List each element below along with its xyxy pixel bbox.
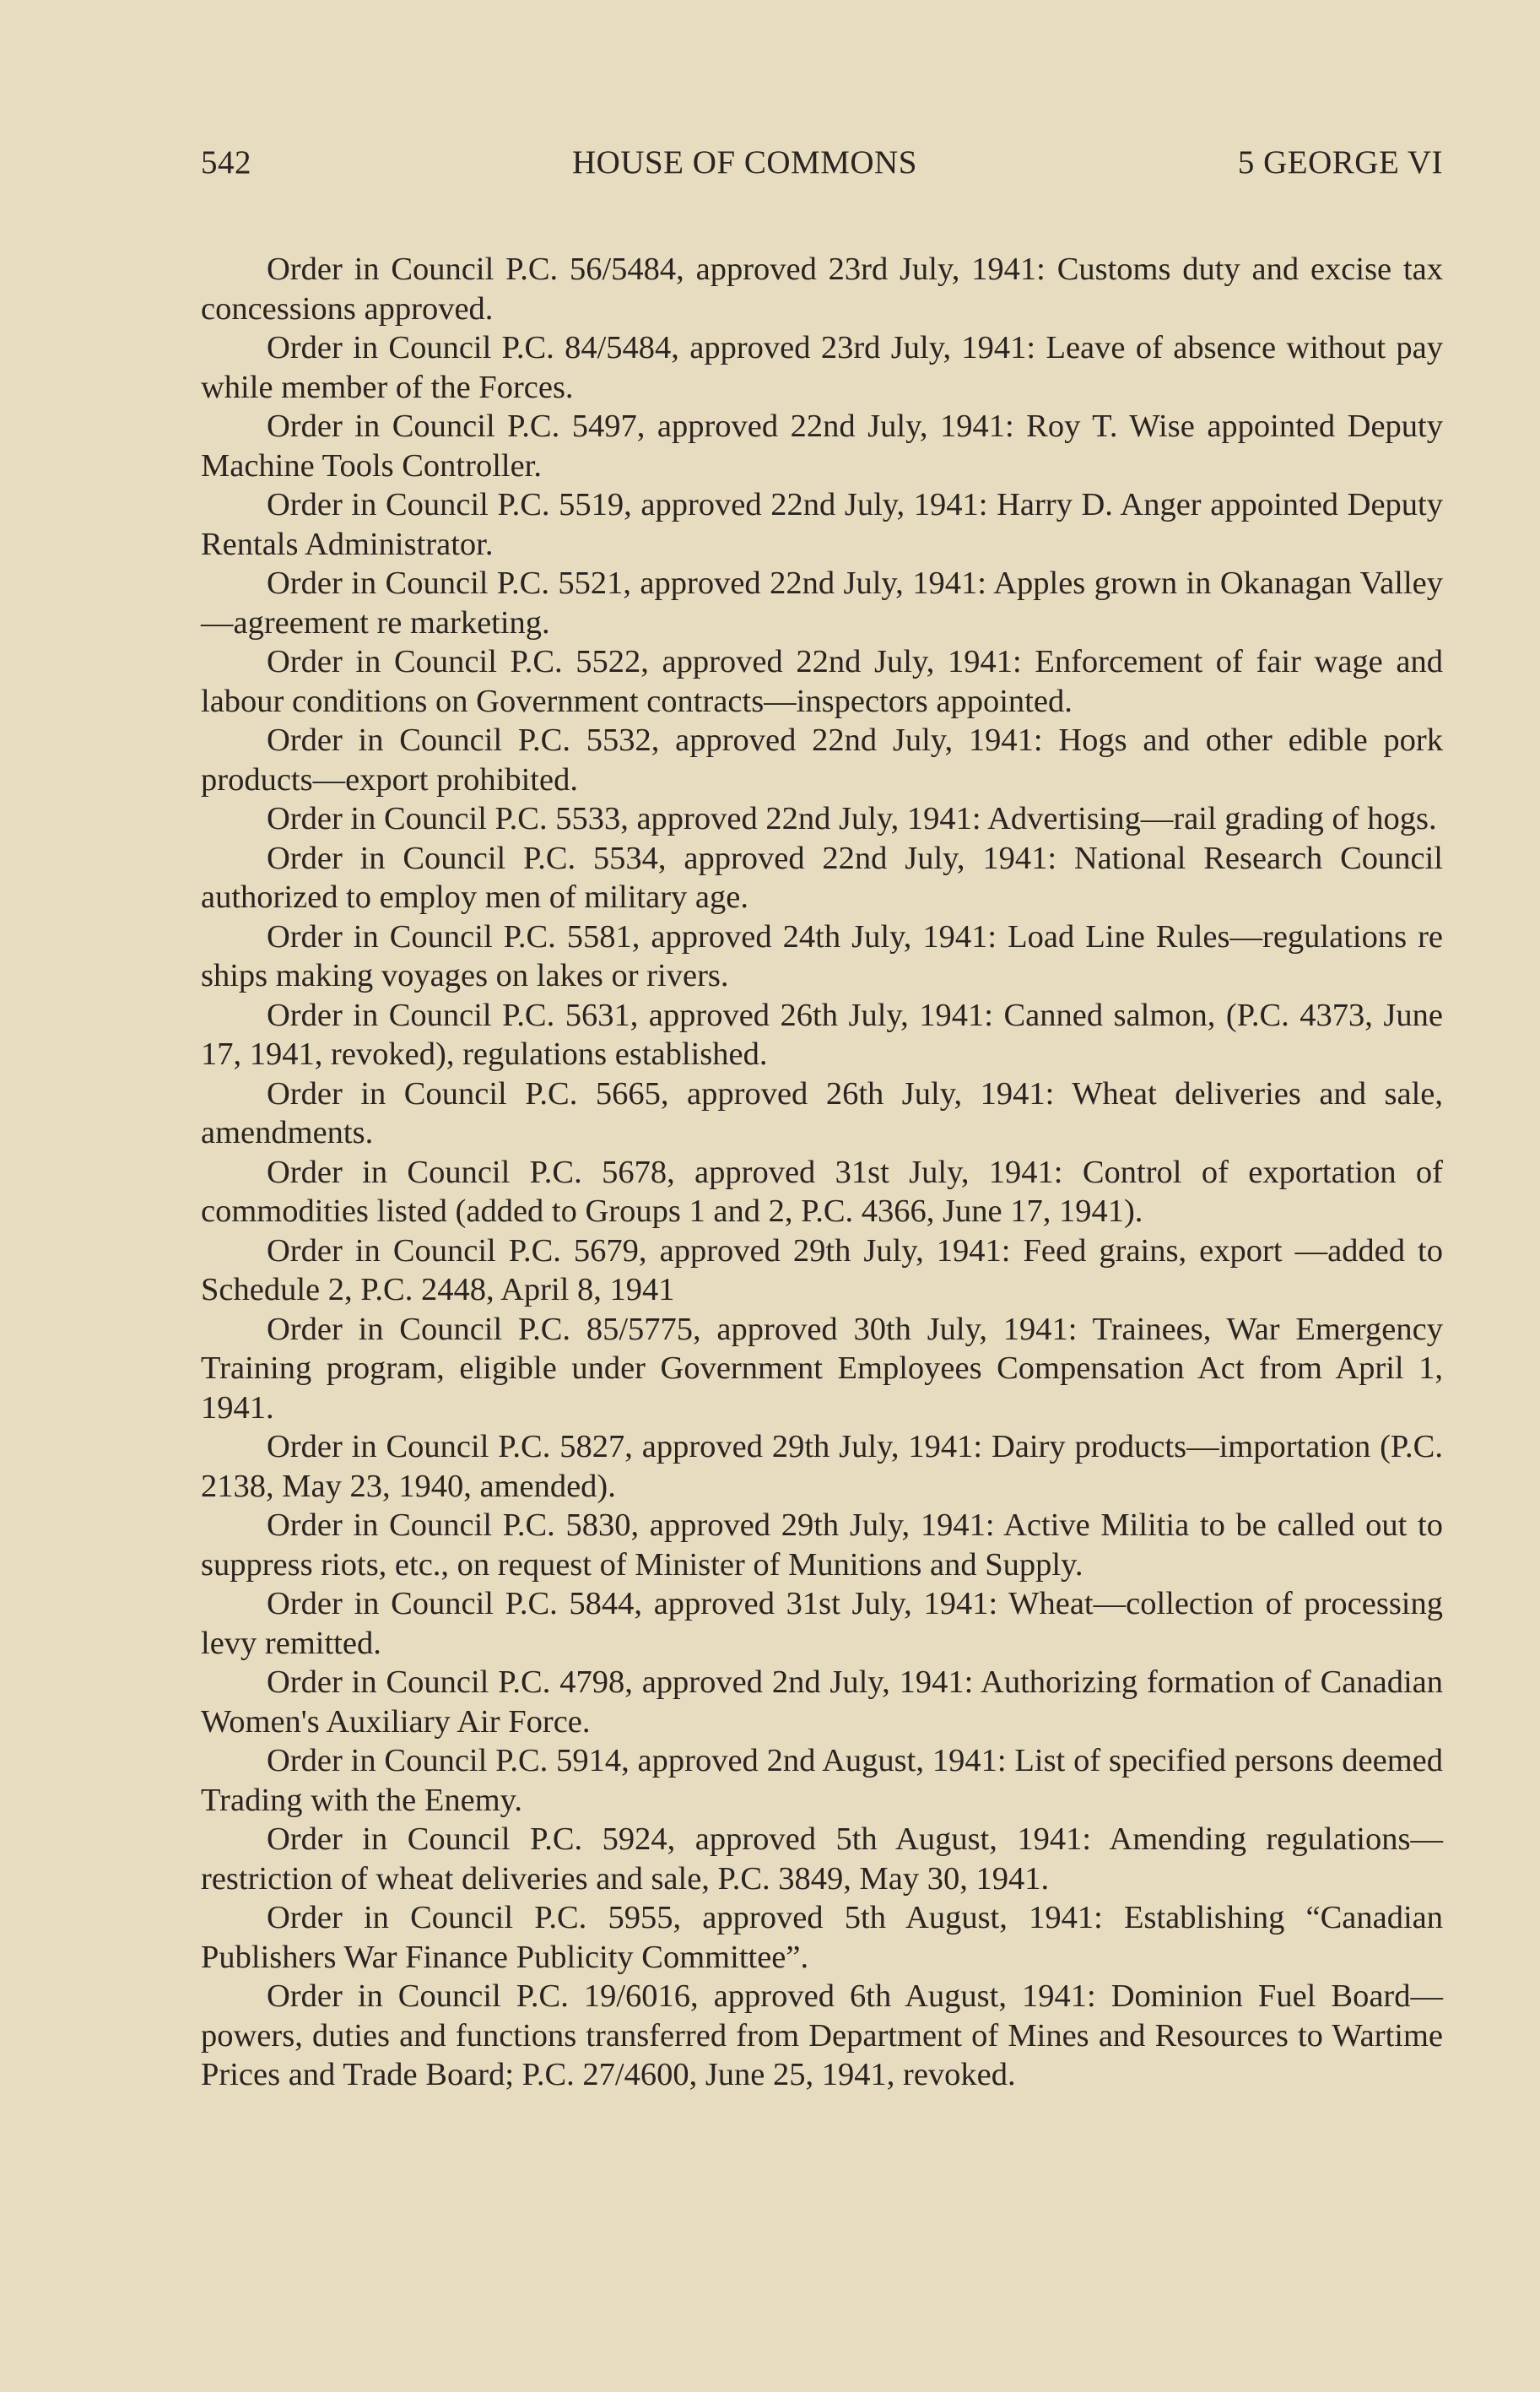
order-entry: Order in Council P.C. 5844, approved 31st July, 1941: Wheat—collection of processing levy remitted.: [201, 1586, 1443, 1661]
order-entry: Order in Council P.C. 5532, approved 22nd July, 1941: Hogs and other edible pork products—export prohibited.: [201, 722, 1443, 798]
page-title: HOUSE OF COMMONS: [571, 144, 917, 181]
session-label: 5 GEORGE VI: [1237, 144, 1443, 181]
order-entry: Order in Council P.C. 5830, approved 29th July, 1941: Active Militia to be called out to suppress riots, etc., on request of Minister of Munitions and Supply.: [201, 1507, 1443, 1583]
order-entry: Order in Council P.C. 5519, approved 22nd July, 1941: Harry D. Anger appointed Deputy Rentals Administrator.: [201, 487, 1443, 562]
order-entry: Order in Council P.C. 5497, approved 22nd July, 1941: Roy T. Wise appointed Deputy Machine Tools Controller.: [201, 409, 1443, 484]
order-entry: Order in Council P.C. 5827, approved 29th July, 1941: Dairy products—importation (P.C. 2138, May 23, 1940, amended).: [201, 1429, 1443, 1504]
order-entry: Order in Council P.C. 5679, approved 29th July, 1941: Feed grains, export —added to Schedule 2, P.C. 2448, April 8, 1941: [201, 1232, 1443, 1307]
order-entry: Order in Council P.C. 56/5484, approved 23rd July, 1941: Customs duty and excise tax concessions approved.: [201, 252, 1443, 327]
order-entry: Order in Council P.C. 5533, approved 22nd July, 1941: Advertising—rail grading of hogs.: [267, 801, 1437, 836]
order-entry: Order in Council P.C. 5955, approved 5th August, 1941: Establishing “Canadian Publishers War Finance Publicity Committee”.: [201, 1900, 1443, 1975]
order-entry: Order in Council P.C. 5522, approved 22nd July, 1941: Enforcement of fair wage and labour conditions on Government contracts—inspectors appointed.: [201, 644, 1443, 719]
order-entry: Order in Council P.C. 5534, approved 22nd July, 1941: National Research Council authorized to employ men of military age.: [201, 840, 1443, 915]
order-entry: Order in Council P.C. 84/5484, approved 23rd July, 1941: Leave of absence without pay while member of the Forces.: [201, 330, 1443, 405]
order-entry: Order in Council P.C. 5678, approved 31st July, 1941: Control of exportation of commodities listed (added to Groups 1 and 2, P.C. 4366, June 17, 1941).: [201, 1154, 1443, 1229]
order-entry: Order in Council P.C. 5521, approved 22nd July, 1941: Apples grown in Okanagan Valley—agreement re marketing.: [201, 566, 1443, 641]
order-entry: Order in Council P.C. 4798, approved 2nd July, 1941: Authorizing formation of Canadian Women's Auxiliary Air Force.: [201, 1664, 1443, 1740]
running-head: [201, 143, 1443, 186]
order-entry: Order in Council P.C. 5665, approved 26th July, 1941: Wheat deliveries and sale, amendments.: [201, 1075, 1443, 1150]
order-entry: Order in Council P.C. 5924, approved 5th August, 1941: Amending regulations—restriction of wheat deliveries and sale, P.C. 3849, May 30, 1941.: [201, 1821, 1443, 1897]
order-entry: Order in Council P.C. 85/5775, approved 30th July, 1941: Trainees, War Emergency Training program, eligible under Government Employees Compensation Act from April 1, 1941.: [201, 1311, 1443, 1426]
order-entry: Order in Council P.C. 5914, approved 2nd August, 1941: List of specified persons deemed Trading with the Enemy.: [201, 1743, 1443, 1818]
order-entry: Order in Council P.C. 5581, approved 24th July, 1941: Load Line Rules—regulations re ships making voyages on lakes or rivers.: [201, 918, 1443, 993]
order-entry: Order in Council P.C. 19/6016, approved 6th August, 1941: Dominion Fuel Board—powers, duties and functions transferred from Department of Mines and Resources to Wartime Prices and Trade Board; P.C. 27/4600, June 25, 1941, revoked.: [201, 1978, 1443, 2092]
page-number: 542: [201, 144, 251, 181]
entry-list: [201, 250, 1443, 2095]
order-entry: Order in Council P.C. 5631, approved 26th July, 1941: Canned salmon, (P.C. 4373, June 17, 1941, revoked), regulations established.: [201, 997, 1443, 1072]
